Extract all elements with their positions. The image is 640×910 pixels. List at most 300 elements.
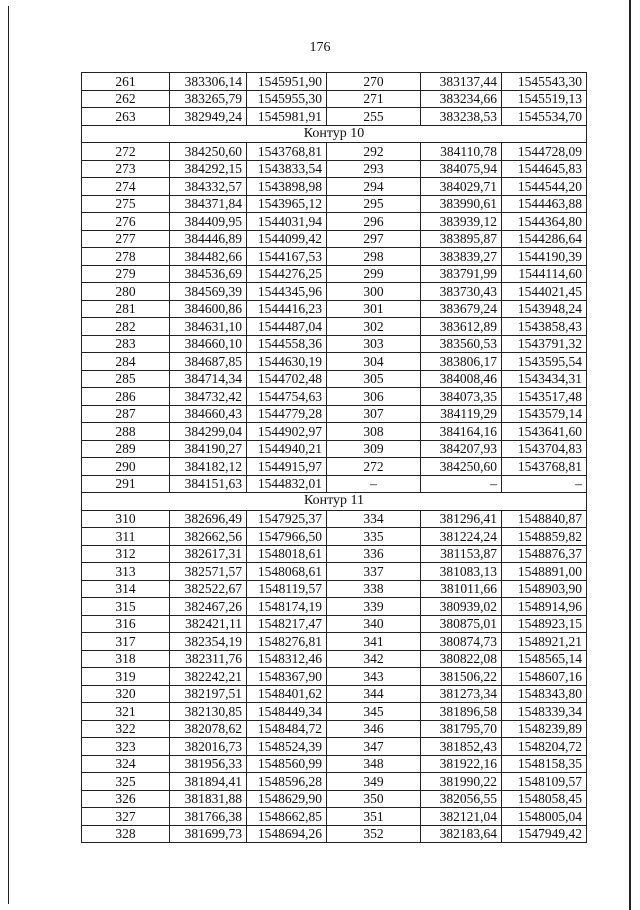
- x-coordinate-cell: 383265,79: [170, 90, 247, 108]
- x-coordinate-cell: 382949,24: [170, 108, 247, 126]
- y-coordinate-cell: 1544702,48: [247, 370, 327, 388]
- y-coordinate-cell: 1544031,94: [247, 213, 327, 231]
- table-row: [82, 318, 587, 336]
- point-number-cell: 276: [82, 213, 170, 231]
- y-coordinate-cell: 1544286,64: [502, 230, 587, 248]
- point-number-cell: 311: [82, 528, 170, 546]
- table-row: [82, 178, 587, 196]
- x-coordinate-cell: 382078,62: [170, 720, 247, 738]
- y-coordinate-cell: 1548005,04: [502, 808, 587, 826]
- y-coordinate-cell: 1544114,60: [502, 265, 587, 283]
- point-number-cell: 272: [82, 143, 170, 161]
- x-coordinate-cell: 384299,04: [170, 423, 247, 441]
- point-number-cell: 301: [327, 300, 421, 318]
- point-number-cell: 255: [327, 108, 421, 126]
- point-number-cell: 334: [327, 510, 421, 528]
- point-number-cell: 342: [327, 650, 421, 668]
- point-number-cell: 292: [327, 143, 421, 161]
- x-coordinate-cell: 384190,27: [170, 440, 247, 458]
- x-coordinate-cell: 382617,31: [170, 545, 247, 563]
- x-coordinate-cell: 383990,61: [421, 195, 502, 213]
- point-number-cell: 335: [327, 528, 421, 546]
- point-number-cell: 315: [82, 598, 170, 616]
- x-coordinate-cell: 384631,10: [170, 318, 247, 336]
- y-coordinate-cell: 1544021,45: [502, 283, 587, 301]
- table-row: [82, 195, 587, 213]
- point-number-cell: 274: [82, 178, 170, 196]
- point-number-cell: 350: [327, 790, 421, 808]
- x-coordinate-cell: 384119,29: [421, 405, 502, 423]
- table-row: [82, 248, 587, 266]
- y-coordinate-cell: 1548068,61: [247, 563, 327, 581]
- y-coordinate-cell: 1544915,97: [247, 458, 327, 476]
- point-number-cell: 291: [82, 475, 170, 493]
- x-coordinate-cell: 384110,78: [421, 143, 502, 161]
- y-coordinate-cell: 1545534,70: [502, 108, 587, 126]
- y-coordinate-cell: 1548662,85: [247, 808, 327, 826]
- y-coordinate-cell: 1548174,19: [247, 598, 327, 616]
- y-coordinate-cell: 1548058,45: [502, 790, 587, 808]
- x-coordinate-cell: 382354,19: [170, 633, 247, 651]
- x-coordinate-cell: 380822,08: [421, 650, 502, 668]
- y-coordinate-cell: 1543833,54: [247, 160, 327, 178]
- page-number: 176: [309, 40, 331, 55]
- point-number-cell: 317: [82, 633, 170, 651]
- x-coordinate-cell: 382016,73: [170, 738, 247, 756]
- x-coordinate-cell: 384029,71: [421, 178, 502, 196]
- point-number-cell: 349: [327, 773, 421, 791]
- y-coordinate-cell: 1543768,81: [502, 458, 587, 476]
- y-coordinate-cell: 1545543,30: [502, 73, 587, 91]
- y-coordinate-cell: 1543517,48: [502, 388, 587, 406]
- y-coordinate-cell: 1548859,82: [502, 528, 587, 546]
- x-coordinate-cell: 384151,63: [170, 475, 247, 493]
- point-number-cell: 320: [82, 685, 170, 703]
- x-coordinate-cell: 382121,04: [421, 808, 502, 826]
- x-coordinate-cell: 384292,15: [170, 160, 247, 178]
- x-coordinate-cell: 382311,76: [170, 650, 247, 668]
- y-coordinate-cell: 1544487,04: [247, 318, 327, 336]
- y-coordinate-cell: 1548109,57: [502, 773, 587, 791]
- x-coordinate-cell: 381852,43: [421, 738, 502, 756]
- point-number-cell: 303: [327, 335, 421, 353]
- y-coordinate-cell: 1548239,89: [502, 720, 587, 738]
- scan-border-right: [629, 0, 631, 910]
- point-number-cell: 287: [82, 405, 170, 423]
- point-number-cell: 310: [82, 510, 170, 528]
- table-row: [82, 703, 587, 721]
- y-coordinate-cell: 1548158,35: [502, 755, 587, 773]
- point-number-cell: 312: [82, 545, 170, 563]
- point-number-cell: 285: [82, 370, 170, 388]
- y-coordinate-cell: 1548565,14: [502, 650, 587, 668]
- table-row: [82, 353, 587, 371]
- x-coordinate-cell: 381506,22: [421, 668, 502, 686]
- x-coordinate-cell: 383306,14: [170, 73, 247, 91]
- point-number-cell: 286: [82, 388, 170, 406]
- point-number-cell: 307: [327, 405, 421, 423]
- y-coordinate-cell: 1544416,23: [247, 300, 327, 318]
- point-number-cell: 271: [327, 90, 421, 108]
- point-number-cell: 308: [327, 423, 421, 441]
- y-coordinate-cell: 1543579,14: [502, 405, 587, 423]
- point-number-cell: 324: [82, 755, 170, 773]
- x-coordinate-cell: 384569,39: [170, 283, 247, 301]
- x-coordinate-cell: 384714,34: [170, 370, 247, 388]
- table-row: [82, 738, 587, 756]
- point-number-cell: 348: [327, 755, 421, 773]
- x-coordinate-cell: 382421,11: [170, 615, 247, 633]
- table-row: [82, 545, 587, 563]
- section-title: Контур 10: [82, 125, 587, 143]
- y-coordinate-cell: 1544645,83: [502, 160, 587, 178]
- y-coordinate-cell: 1548018,61: [247, 545, 327, 563]
- x-coordinate-cell: 383560,53: [421, 335, 502, 353]
- x-coordinate-cell: 383791,99: [421, 265, 502, 283]
- point-number-cell: 298: [327, 248, 421, 266]
- point-number-cell: 289: [82, 440, 170, 458]
- section-title: Контур 11: [82, 493, 587, 511]
- scan-border-left: [8, 6, 9, 904]
- y-coordinate-cell: 1544832,01: [247, 475, 327, 493]
- y-coordinate-cell: 1548367,90: [247, 668, 327, 686]
- x-coordinate-cell: 383939,12: [421, 213, 502, 231]
- point-number-cell: 284: [82, 353, 170, 371]
- y-coordinate-cell: 1544779,28: [247, 405, 327, 423]
- section-header-row: [82, 493, 587, 511]
- point-number-cell: 338: [327, 580, 421, 598]
- x-coordinate-cell: 384250,60: [421, 458, 502, 476]
- point-number-cell: 319: [82, 668, 170, 686]
- y-coordinate-cell: 1548449,34: [247, 703, 327, 721]
- y-coordinate-cell: 1543948,24: [502, 300, 587, 318]
- y-coordinate-cell: 1544167,53: [247, 248, 327, 266]
- point-number-cell: 313: [82, 563, 170, 581]
- point-number-cell: 305: [327, 370, 421, 388]
- x-coordinate-cell: 380875,01: [421, 615, 502, 633]
- x-coordinate-cell: 384182,12: [170, 458, 247, 476]
- x-coordinate-cell: 384732,42: [170, 388, 247, 406]
- table-row: [82, 423, 587, 441]
- point-number-cell: 261: [82, 73, 170, 91]
- x-coordinate-cell: 381273,34: [421, 685, 502, 703]
- table-row: [82, 300, 587, 318]
- y-coordinate-cell: 1544544,20: [502, 178, 587, 196]
- y-coordinate-cell: 1547949,42: [502, 825, 587, 843]
- point-number-cell: 273: [82, 160, 170, 178]
- point-number-cell: 283: [82, 335, 170, 353]
- table-row: [82, 405, 587, 423]
- x-coordinate-cell: 382696,49: [170, 510, 247, 528]
- table-row: [82, 633, 587, 651]
- y-coordinate-cell: 1548312,46: [247, 650, 327, 668]
- y-coordinate-cell: 1543434,31: [502, 370, 587, 388]
- x-coordinate-cell: 384164,16: [421, 423, 502, 441]
- table-row: [82, 615, 587, 633]
- point-number-cell: 326: [82, 790, 170, 808]
- point-number-cell: 328: [82, 825, 170, 843]
- y-coordinate-cell: 1545981,91: [247, 108, 327, 126]
- y-coordinate-cell: 1548339,34: [502, 703, 587, 721]
- x-coordinate-cell: –: [421, 475, 502, 493]
- y-coordinate-cell: 1548524,39: [247, 738, 327, 756]
- x-coordinate-cell: 381011,66: [421, 580, 502, 598]
- y-coordinate-cell: 1544940,21: [247, 440, 327, 458]
- x-coordinate-cell: 384660,43: [170, 405, 247, 423]
- point-number-cell: 341: [327, 633, 421, 651]
- y-coordinate-cell: 1548596,28: [247, 773, 327, 791]
- y-coordinate-cell: 1548119,57: [247, 580, 327, 598]
- x-coordinate-cell: 383234,66: [421, 90, 502, 108]
- point-number-cell: 318: [82, 650, 170, 668]
- x-coordinate-cell: 384073,35: [421, 388, 502, 406]
- y-coordinate-cell: 1544099,42: [247, 230, 327, 248]
- coordinates-table: [81, 72, 587, 843]
- table-row: [82, 650, 587, 668]
- x-coordinate-cell: 382130,85: [170, 703, 247, 721]
- x-coordinate-cell: 384600,86: [170, 300, 247, 318]
- y-coordinate-cell: 1548401,62: [247, 685, 327, 703]
- point-number-cell: 323: [82, 738, 170, 756]
- point-number-cell: 299: [327, 265, 421, 283]
- y-coordinate-cell: 1548840,87: [502, 510, 587, 528]
- x-coordinate-cell: 384446,89: [170, 230, 247, 248]
- x-coordinate-cell: 384482,66: [170, 248, 247, 266]
- x-coordinate-cell: 383137,44: [421, 73, 502, 91]
- point-number-cell: 277: [82, 230, 170, 248]
- x-coordinate-cell: 381894,41: [170, 773, 247, 791]
- y-coordinate-cell: 1545951,90: [247, 73, 327, 91]
- point-number-cell: 327: [82, 808, 170, 826]
- point-number-cell: 314: [82, 580, 170, 598]
- table-row: [82, 685, 587, 703]
- y-coordinate-cell: 1548629,90: [247, 790, 327, 808]
- point-number-cell: 288: [82, 423, 170, 441]
- y-coordinate-cell: –: [502, 475, 587, 493]
- x-coordinate-cell: 384008,46: [421, 370, 502, 388]
- x-coordinate-cell: 383806,17: [421, 353, 502, 371]
- point-number-cell: 337: [327, 563, 421, 581]
- point-number-cell: 321: [82, 703, 170, 721]
- table-row: [82, 720, 587, 738]
- table-row: [82, 755, 587, 773]
- table-row: [82, 160, 587, 178]
- y-coordinate-cell: 1547966,50: [247, 528, 327, 546]
- y-coordinate-cell: 1548607,16: [502, 668, 587, 686]
- x-coordinate-cell: 384660,10: [170, 335, 247, 353]
- y-coordinate-cell: 1548914,96: [502, 598, 587, 616]
- y-coordinate-cell: 1543898,98: [247, 178, 327, 196]
- point-number-cell: 272: [327, 458, 421, 476]
- table-row: [82, 335, 587, 353]
- x-coordinate-cell: 382242,21: [170, 668, 247, 686]
- table-row: [82, 143, 587, 161]
- x-coordinate-cell: 381831,88: [170, 790, 247, 808]
- point-number-cell: 275: [82, 195, 170, 213]
- point-number-cell: 281: [82, 300, 170, 318]
- x-coordinate-cell: 384409,95: [170, 213, 247, 231]
- point-number-cell: 294: [327, 178, 421, 196]
- y-coordinate-cell: 1544630,19: [247, 353, 327, 371]
- y-coordinate-cell: 1548921,21: [502, 633, 587, 651]
- x-coordinate-cell: 384536,69: [170, 265, 247, 283]
- table-row: [82, 598, 587, 616]
- x-coordinate-cell: 381083,13: [421, 563, 502, 581]
- x-coordinate-cell: 381296,41: [421, 510, 502, 528]
- point-number-cell: 280: [82, 283, 170, 301]
- y-coordinate-cell: 1548204,72: [502, 738, 587, 756]
- x-coordinate-cell: 384332,57: [170, 178, 247, 196]
- point-number-cell: 339: [327, 598, 421, 616]
- table-row: [82, 808, 587, 826]
- table-row: [82, 563, 587, 581]
- x-coordinate-cell: 383895,87: [421, 230, 502, 248]
- table-row: [82, 90, 587, 108]
- y-coordinate-cell: 1544345,96: [247, 283, 327, 301]
- x-coordinate-cell: 383238,53: [421, 108, 502, 126]
- y-coordinate-cell: 1545519,13: [502, 90, 587, 108]
- point-number-cell: 300: [327, 283, 421, 301]
- x-coordinate-cell: 381699,73: [170, 825, 247, 843]
- x-coordinate-cell: 382571,57: [170, 563, 247, 581]
- x-coordinate-cell: 382467,26: [170, 598, 247, 616]
- x-coordinate-cell: 383679,24: [421, 300, 502, 318]
- section-header-row: [82, 125, 587, 143]
- table-row: [82, 475, 587, 493]
- y-coordinate-cell: 1543595,54: [502, 353, 587, 371]
- y-coordinate-cell: 1548903,90: [502, 580, 587, 598]
- x-coordinate-cell: 381795,70: [421, 720, 502, 738]
- point-number-cell: 263: [82, 108, 170, 126]
- y-coordinate-cell: 1544728,09: [502, 143, 587, 161]
- point-number-cell: 304: [327, 353, 421, 371]
- x-coordinate-cell: 382056,55: [421, 790, 502, 808]
- point-number-cell: 347: [327, 738, 421, 756]
- coordinates-table-body: [82, 73, 587, 843]
- table-row: [82, 580, 587, 598]
- x-coordinate-cell: 381766,38: [170, 808, 247, 826]
- x-coordinate-cell: 381224,24: [421, 528, 502, 546]
- table-row: [82, 265, 587, 283]
- y-coordinate-cell: 1545955,30: [247, 90, 327, 108]
- x-coordinate-cell: 384371,84: [170, 195, 247, 213]
- point-number-cell: 270: [327, 73, 421, 91]
- table-row: [82, 773, 587, 791]
- point-number-cell: 322: [82, 720, 170, 738]
- y-coordinate-cell: 1548217,47: [247, 615, 327, 633]
- point-number-cell: 278: [82, 248, 170, 266]
- point-number-cell: –: [327, 475, 421, 493]
- x-coordinate-cell: 381956,33: [170, 755, 247, 773]
- y-coordinate-cell: 1543858,43: [502, 318, 587, 336]
- table-row: [82, 213, 587, 231]
- x-coordinate-cell: 383612,89: [421, 318, 502, 336]
- x-coordinate-cell: 381153,87: [421, 545, 502, 563]
- point-number-cell: 309: [327, 440, 421, 458]
- table-row: [82, 370, 587, 388]
- y-coordinate-cell: 1544190,39: [502, 248, 587, 266]
- x-coordinate-cell: 381896,58: [421, 703, 502, 721]
- point-number-cell: 345: [327, 703, 421, 721]
- table-row: [82, 510, 587, 528]
- x-coordinate-cell: 381922,16: [421, 755, 502, 773]
- point-number-cell: 297: [327, 230, 421, 248]
- y-coordinate-cell: 1548560,99: [247, 755, 327, 773]
- point-number-cell: 293: [327, 160, 421, 178]
- y-coordinate-cell: 1544902,97: [247, 423, 327, 441]
- table-row: [82, 440, 587, 458]
- y-coordinate-cell: 1543965,12: [247, 195, 327, 213]
- point-number-cell: 343: [327, 668, 421, 686]
- point-number-cell: 282: [82, 318, 170, 336]
- y-coordinate-cell: 1544463,88: [502, 195, 587, 213]
- point-number-cell: 302: [327, 318, 421, 336]
- point-number-cell: 306: [327, 388, 421, 406]
- y-coordinate-cell: 1543768,81: [247, 143, 327, 161]
- y-coordinate-cell: 1548876,37: [502, 545, 587, 563]
- point-number-cell: 351: [327, 808, 421, 826]
- point-number-cell: 279: [82, 265, 170, 283]
- x-coordinate-cell: 382197,51: [170, 685, 247, 703]
- table-row: [82, 388, 587, 406]
- x-coordinate-cell: 384250,60: [170, 143, 247, 161]
- table-row: [82, 668, 587, 686]
- y-coordinate-cell: 1544558,36: [247, 335, 327, 353]
- x-coordinate-cell: 384075,94: [421, 160, 502, 178]
- point-number-cell: 346: [327, 720, 421, 738]
- point-number-cell: 295: [327, 195, 421, 213]
- table-row: [82, 230, 587, 248]
- point-number-cell: 344: [327, 685, 421, 703]
- x-coordinate-cell: 382522,67: [170, 580, 247, 598]
- point-number-cell: 336: [327, 545, 421, 563]
- y-coordinate-cell: 1544754,63: [247, 388, 327, 406]
- y-coordinate-cell: 1543704,83: [502, 440, 587, 458]
- x-coordinate-cell: 381990,22: [421, 773, 502, 791]
- y-coordinate-cell: 1548484,72: [247, 720, 327, 738]
- y-coordinate-cell: 1548891,00: [502, 563, 587, 581]
- x-coordinate-cell: 382662,56: [170, 528, 247, 546]
- x-coordinate-cell: 382183,64: [421, 825, 502, 843]
- point-number-cell: 325: [82, 773, 170, 791]
- y-coordinate-cell: 1543641,60: [502, 423, 587, 441]
- point-number-cell: 296: [327, 213, 421, 231]
- y-coordinate-cell: 1548923,15: [502, 615, 587, 633]
- table-row: [82, 108, 587, 126]
- point-number-cell: 352: [327, 825, 421, 843]
- table-row: [82, 283, 587, 301]
- table-row: [82, 73, 587, 91]
- point-number-cell: 262: [82, 90, 170, 108]
- y-coordinate-cell: 1547925,37: [247, 510, 327, 528]
- table-row: [82, 528, 587, 546]
- y-coordinate-cell: 1548276,81: [247, 633, 327, 651]
- y-coordinate-cell: 1548694,26: [247, 825, 327, 843]
- x-coordinate-cell: 380939,02: [421, 598, 502, 616]
- point-number-cell: 290: [82, 458, 170, 476]
- x-coordinate-cell: 380874,73: [421, 633, 502, 651]
- table-row: [82, 825, 587, 843]
- x-coordinate-cell: 384687,85: [170, 353, 247, 371]
- y-coordinate-cell: 1544276,25: [247, 265, 327, 283]
- x-coordinate-cell: 384207,93: [421, 440, 502, 458]
- table-row: [82, 458, 587, 476]
- point-number-cell: 316: [82, 615, 170, 633]
- x-coordinate-cell: 383839,27: [421, 248, 502, 266]
- y-coordinate-cell: 1543791,32: [502, 335, 587, 353]
- y-coordinate-cell: 1548343,80: [502, 685, 587, 703]
- point-number-cell: 340: [327, 615, 421, 633]
